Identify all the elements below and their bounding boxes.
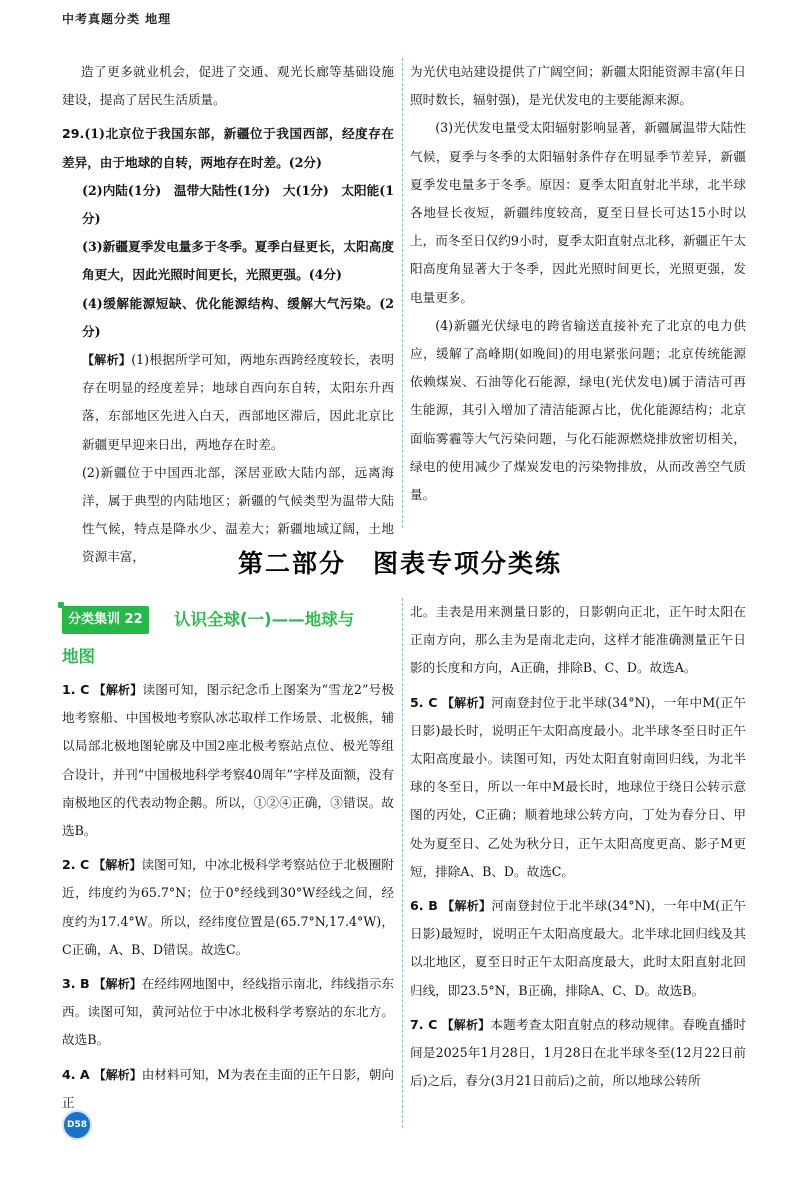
unit-title-continued: 地图: [62, 647, 95, 666]
q29-answer-2: (2)内陆(1分) 温带大陆性(1分) 大(1分) 太阳能(1分): [82, 182, 394, 227]
answer-item: [410, 892, 746, 1005]
answer-item: [62, 970, 394, 1055]
answer-text: 在经纬网地图中，经线指示南北，纬线指示东西。读图可知，黄河站位于中冰北极科学考察站的东北方。故选B。: [62, 976, 394, 1048]
column-divider-top: [402, 58, 403, 528]
unit-title: 认识全球(一)——地球与: [174, 610, 355, 629]
analysis-2: (2)新疆位于中国西北部，深居亚欧大陆内部，远离海洋，属于典型的内陆地区；新疆的气候类型为温带大陆性气候，特点是降水少、温差大；新疆地域辽阔，土地资源丰富，: [82, 464, 394, 565]
bottom-right-column: [410, 598, 746, 1095]
answer-text: 河南登封位于北半球(34°N)，一年中M(正午日影)最短时，说明正午太阳高度最大。北半球北回归线及其以北地区，夏至日时正午太阳高度最大，此时太阳直射北回归线，即23.5°N，B正确，排除A、C、D。故选B。: [410, 898, 746, 998]
answer-number: 6. B: [410, 898, 438, 914]
continuation-text-right: 为光伏电站建设提供了广阔空间；新疆太阳能资源丰富(年日照时数长，辐射强)，是光伏发电的主要能源来源。: [410, 64, 746, 108]
answer-number: 4. A: [62, 1066, 90, 1082]
continuation-text-q4: 北。圭表是用来测量日影的，日影朝向正北，正午时太阳在正南方向，那么圭为是南北走向，这样才能准确测量正午日影的长度和方向，A正确，排除B、C、D。故选A。: [410, 604, 746, 676]
answer-item: [62, 1061, 394, 1117]
analysis-tag: 【解析】: [93, 977, 142, 992]
answer-item: [62, 851, 394, 964]
answer-text: 读图可知，图示纪念币上图案为“雪龙2”号极地考察船、中国极地考察队冰芯取样工作场景、北极熊，辅以局部北极地图轮廓及中国2座北极考察站点位、极光等组合设计，并刊“中国极地科学考察40周年”字样及面额，没有南极地区的代表动物企鹅。所以，①②④正确，③错误。故选B。: [62, 682, 394, 839]
analysis-tag: 【解析】: [93, 683, 143, 697]
q29-answer-3: (3)新疆夏季发电量多于冬季。夏季白昼更长，太阳高度角更大，因此光照时间更长，光照更强。(4分): [82, 239, 394, 283]
answer-item: [410, 1011, 746, 1096]
top-left-column: [62, 58, 394, 572]
answer-text: 读图可知，中冰北极科学考察站位于北极圈附近，纬度约为65.7°N；位于0°经线到30°W经线之间，经度约为17.4°W。所以，经纬度位置是(65.7°N,17.4°W)，C正确，A、B、D错误。故选C。: [62, 857, 394, 957]
answer-number: 2. C: [62, 857, 90, 873]
analysis-1: [62, 346, 394, 459]
continuation-text: 造了更多就业机会，促进了交通、观光长廊等基础设施建设，提高了居民生活质量。: [62, 64, 394, 108]
unit-badge: 分类集训 22: [62, 606, 149, 634]
q29-answer-1: [62, 120, 394, 176]
section-title: 第二部分 图表专项分类练: [237, 549, 562, 578]
analysis-tag: 【解析】: [441, 1017, 491, 1032]
q29-answer-1-text: (1)北京位于我国东部，新疆位于我国西部，经度存在差异，由于地球的自转，两地存在时差。(2分): [62, 126, 394, 170]
analysis-tag: 【解析】: [93, 858, 142, 873]
top-right-column: [410, 58, 746, 509]
analysis-tag: 【解析】: [82, 353, 132, 368]
answer-number: 5. C: [410, 694, 438, 710]
answer-number: 3. B: [62, 976, 90, 992]
answer-text: 河南登封位于北半球(34°N)，一年中M(正午日影)最长时，说明正午太阳高度最小。北半球冬至日时正午太阳高度最小。读图可知，丙处太阳直射南回归线，为北半球的冬至日，所以一年中M最长时，地球位于绕日公转示意图的丙处，C正确；顺着地球公转方向，丁处为春分日、甲处为夏至日、乙处为秋分日，正午太阳高度更高、影子M更短，排除A、B、D。故选C。: [410, 694, 746, 879]
answer-number: 7. C: [410, 1016, 438, 1032]
answer-text: 由材料可知，M为表在圭面的正午日影，朝向正: [62, 1066, 394, 1110]
column-divider-bottom: [402, 598, 403, 1128]
unit-header: [62, 604, 394, 638]
answer-text: 本题考查太阳直射点的移动规律。春晚直播时间是2025年1月28日，1月28日在北半球冬至(12月22日前后)之后，春分(3月21日前后)之前，所以地球公转所: [410, 1016, 746, 1089]
analysis-tag: 【解析】: [442, 899, 492, 914]
analysis-1-text: (1)根据所学可知，两地东西跨经度较长，表明存在明显的经度差异；地球自西向东自转，太阳东升西落，东部地区先进入白天，西部地区滞后，因此北京比新疆更早迎来日出，两地存在时差。: [82, 352, 394, 452]
analysis-tag: 【解析】: [441, 695, 492, 710]
q29-answer-4: (4)缓解能源短缺、优化能源结构、缓解大气污染。(2分): [82, 295, 394, 339]
bottom-left-column: [62, 604, 394, 1117]
analysis-3: (3)光伏发电量受太阳辐射影响显著，新疆属温带大陆性气候，夏季与冬季的太阳辐射条件存在明显季节差异，新疆夏季发电量多于冬季。原因：夏季太阳直射北半球，北半球各地昼长夜短，新疆纬度较高，夏至日昼长可达15小时以上，而冬至日仅约9小时，夏季太阳直射点北移，新疆正午太阳高度角显著大于冬季，因此光照时间更长，光照更强，发电量更多。: [410, 120, 746, 305]
answer-item: [410, 689, 746, 886]
analysis-tag: 【解析】: [93, 1067, 142, 1082]
running-head: 中考真题分类 地理: [62, 12, 172, 26]
answer-item: [62, 676, 394, 845]
answer-number: 1. C: [62, 682, 90, 697]
q29-number: 29.: [62, 126, 85, 142]
analysis-4: (4)新疆光伏绿电的跨省输送直接补充了北京的电力供应，缓解了高峰期(如晚间)的用电紧张问题；北京传统能源依赖煤炭、石油等化石能源，绿电(光伏发电)属于清洁可再生能源，其引入增加了清洁能源占比，优化能源结构；北京面临雾霾等大气污染问题，与化石能源燃烧排放密切相关，绿电的使用减少了煤炭发电的污染物排放，从而改善空气质量。: [410, 317, 746, 503]
page-number-badge: D58: [62, 1110, 92, 1140]
